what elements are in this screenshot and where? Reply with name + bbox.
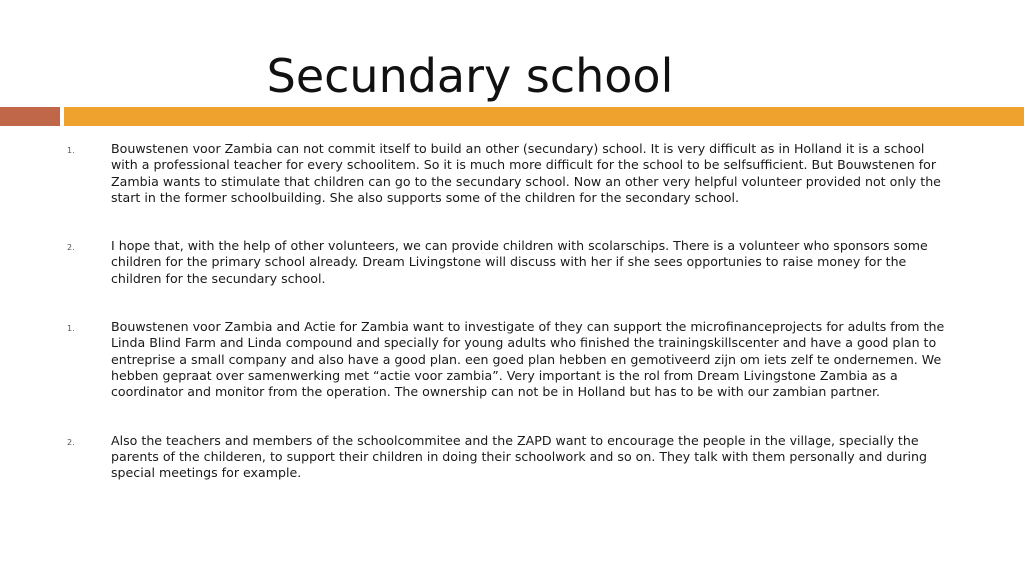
list-item-number: 1. [67,146,75,155]
list-item-text: Also the teachers and members of the schoolcommitee and the ZAPD want to encourage the people in the village, specially the parents of the childeren, to support their children in doing their schoolwork and so on. They talk with them personally and during special meetings for example. [111,432,927,481]
list-item [0,433,1024,482]
slide-title: Secundary school [266,49,674,103]
list-item-text: I hope that, with the help of other volunteers, we can provide children with scolarschips. There is a volunteer who sponsors some children for the primary school already. Dream Livingstone will discuss with her if she sees opportunies to raise money for the children for the secundary school. [111,238,928,286]
list-item-number: 2. [67,437,75,447]
accent-bar-right [64,107,1024,126]
list-item-text: Bouwstenen voor Zambia and Actie for Zambia want to investigate of they can support the microfinanceprojects for adults from the Linda Blind Farm and Linda compound and specially for young adults who finished the trainingskillscenter and have a good plan to entreprise a small company and also have a good plan. een goed plan hebben en gemotiveerd zijn om iets zelf te ondernemen. We hebben gepraat over samenwerking met “actie voor zambia”. Very important is the rol from Dream Livingstone Zambia as a coordinator and monitor from the operation. The ownership can not be in Holland but has to be with our zambian partner. [111,319,945,400]
list-item [0,238,1024,287]
numbered-list [0,141,1024,513]
list-item-number: 2. [67,243,75,253]
list-item-text: Bouwstenen voor Zambia can not commit itself to build an other (secundary) school. It is very difficult as in Holland it is a school with a professional teacher for every schoolitem. So it is much more difficult for the school to be selfsufficient. But Bouwstenen for Zambia wants to stimulate that children can go to the secundary school. Now an other very helpful volunteer provided not only the start in the former schoolbuilding. She also supports some of the children for the secondary school. [111,141,941,205]
list-item-number: 1. [67,324,75,334]
list-item [0,141,1024,206]
list-item [0,319,1024,400]
accent-bar-left [0,107,60,126]
